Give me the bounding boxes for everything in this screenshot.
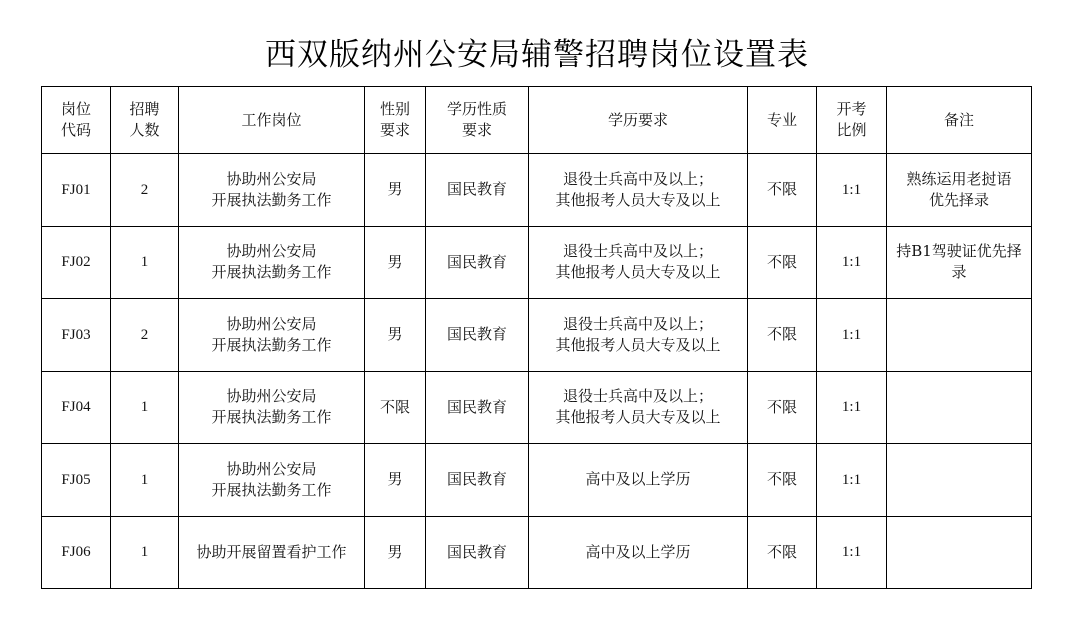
cell-note	[887, 299, 1032, 372]
cell-ratio: 1:1	[817, 444, 887, 517]
cell-note: 持B1驾驶证优先择 录	[887, 226, 1032, 299]
table-row	[42, 516, 1032, 589]
cell-major: 不限	[748, 226, 817, 299]
cell-edu: 退役士兵高中及以上； 其他报考人员大专及以上	[529, 299, 748, 372]
cell-edu: 高中及以上学历	[529, 516, 748, 589]
cell-ratio: 1:1	[817, 516, 887, 589]
header-edu-requirement: 学历要求	[529, 87, 748, 154]
table-row	[42, 371, 1032, 444]
cell-gender: 男	[365, 154, 426, 227]
header-remarks: 备注	[887, 87, 1032, 154]
cell-code: FJ03	[42, 299, 111, 372]
header-gender: 性别 要求	[365, 87, 426, 154]
header-recruit-count: 招聘 人数	[111, 87, 179, 154]
cell-nature: 国民教育	[426, 371, 529, 444]
cell-code: FJ02	[42, 226, 111, 299]
cell-note: 熟练运用老挝语 优先择录	[887, 154, 1032, 227]
cell-note	[887, 516, 1032, 589]
header-exam-ratio: 开考 比例	[817, 87, 887, 154]
cell-count: 2	[111, 299, 179, 372]
header-post-code: 岗位 代码	[42, 87, 111, 154]
cell-code: FJ04	[42, 371, 111, 444]
cell-count: 1	[111, 371, 179, 444]
header-edu-nature: 学历性质 要求	[426, 87, 529, 154]
header-work-post: 工作岗位	[179, 87, 365, 154]
table-row	[42, 226, 1032, 299]
cell-post: 协助州公安局 开展执法勤务工作	[179, 299, 365, 372]
cell-nature: 国民教育	[426, 516, 529, 589]
page-title: 西双版纳州公安局辅警招聘岗位设置表	[265, 37, 809, 73]
cell-nature: 国民教育	[426, 154, 529, 227]
cell-count: 1	[111, 444, 179, 517]
cell-gender: 男	[365, 299, 426, 372]
cell-major: 不限	[748, 154, 817, 227]
cell-post: 协助州公安局 开展执法勤务工作	[179, 154, 365, 227]
table-header-row	[42, 87, 1032, 154]
cell-gender: 不限	[365, 371, 426, 444]
cell-edu: 退役士兵高中及以上； 其他报考人员大专及以上	[529, 371, 748, 444]
cell-ratio: 1:1	[817, 371, 887, 444]
cell-major: 不限	[748, 371, 817, 444]
cell-edu: 退役士兵高中及以上； 其他报考人员大专及以上	[529, 226, 748, 299]
cell-post: 协助开展留置看护工作	[179, 516, 365, 589]
cell-post: 协助州公安局 开展执法勤务工作	[179, 226, 365, 299]
header-major: 专业	[748, 87, 817, 154]
cell-post: 协助州公安局 开展执法勤务工作	[179, 444, 365, 517]
cell-note	[887, 371, 1032, 444]
cell-nature: 国民教育	[426, 444, 529, 517]
cell-ratio: 1:1	[817, 299, 887, 372]
table-row	[42, 154, 1032, 227]
cell-nature: 国民教育	[426, 226, 529, 299]
cell-major: 不限	[748, 516, 817, 589]
cell-ratio: 1:1	[817, 226, 887, 299]
recruitment-table	[41, 86, 1032, 589]
cell-edu: 高中及以上学历	[529, 444, 748, 517]
cell-gender: 男	[365, 226, 426, 299]
cell-edu: 退役士兵高中及以上； 其他报考人员大专及以上	[529, 154, 748, 227]
table-row	[42, 299, 1032, 372]
cell-post: 协助州公安局 开展执法勤务工作	[179, 371, 365, 444]
cell-count: 1	[111, 516, 179, 589]
cell-gender: 男	[365, 516, 426, 589]
cell-code: FJ01	[42, 154, 111, 227]
cell-major: 不限	[748, 299, 817, 372]
cell-gender: 男	[365, 444, 426, 517]
cell-ratio: 1:1	[817, 154, 887, 227]
cell-count: 1	[111, 226, 179, 299]
cell-count: 2	[111, 154, 179, 227]
cell-major: 不限	[748, 444, 817, 517]
table-row	[42, 444, 1032, 517]
cell-code: FJ05	[42, 444, 111, 517]
cell-nature: 国民教育	[426, 299, 529, 372]
cell-code: FJ06	[42, 516, 111, 589]
cell-note	[887, 444, 1032, 517]
